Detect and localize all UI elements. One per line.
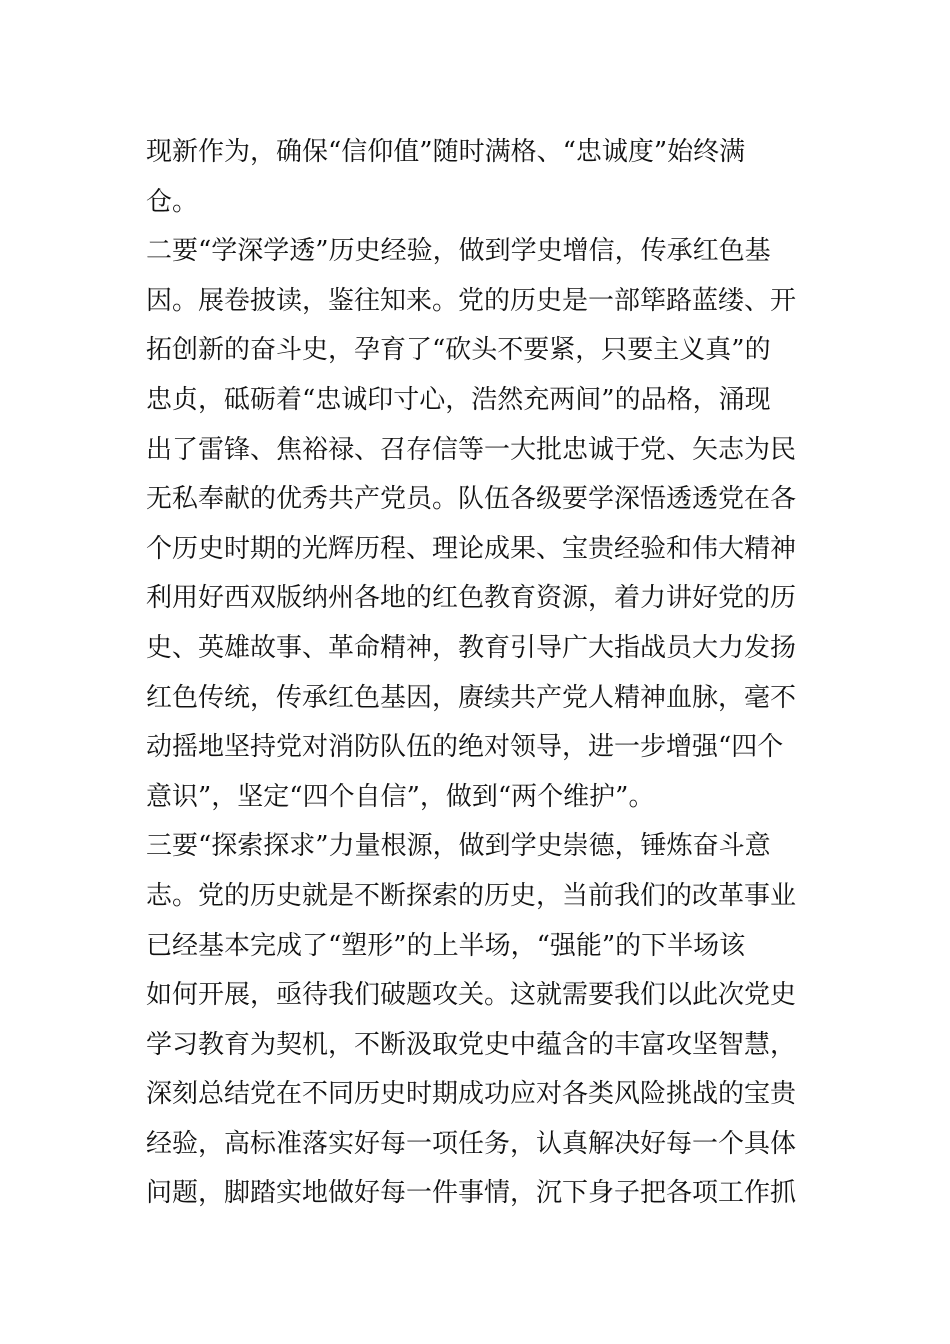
text-line: 深刻总结党在不同历史时期成功应对各类风险挑战的宝贵: [146, 1079, 797, 1110]
text-line: 现新作为，确保“信仰值”随时满格、“忠诚度”始终满: [146, 137, 746, 167]
text-line: 因。展卷披读，鉴往知来。党的历史是一部筚路蓝缕、开: [146, 285, 797, 316]
text-line: 利用好西双版纳州各地的红色教育资源，着力讲好党的历: [146, 583, 797, 614]
text-line: 动摇地坚持党对消防队伍的绝对领导，进一步增强“四个: [146, 732, 784, 763]
text-line: 问题，脚踏实地做好每一件事情，沉下身子把各项工作抓: [146, 1178, 797, 1209]
text-line: 二要“学深学透”历史经验，做到学史增信，传承红色基: [146, 236, 771, 267]
text-line: 志。党的历史就是不断探索的历史，当前我们的改革事业: [146, 880, 797, 911]
text-line: 已经基本完成了“塑形”的上半场，“强能”的下半场该: [146, 930, 746, 961]
text-line: 意识”，坚定“四个自信”，做到“两个维护”。: [146, 781, 655, 812]
text-line: 红色传统，传承红色基因，赓续共产党人精神血脉，毫不: [146, 682, 797, 713]
text-line: 史、英雄故事、革命精神，教育引导广大指战员大力发扬: [146, 632, 797, 663]
text-line: 三要“探索探求”力量根源，做到学史崇德，锤炼奋斗意: [146, 831, 771, 862]
text-line: 经验，高标准落实好每一项任务，认真解决好每一个具体: [146, 1128, 797, 1159]
text-line: 如何开展，亟待我们破题攻关。这就需要我们以此次党史: [146, 980, 797, 1011]
text-line: 出了雷锋、焦裕禄、召存信等一大批忠诚于党、矢志为民: [146, 434, 797, 465]
text-line: 学习教育为契机，不断汲取党史中蕴含的丰富攻坚智慧，: [146, 1029, 797, 1060]
text-line: 忠贞，砥砺着“忠诚印寸心，浩然充两间”的品格，涌现: [146, 384, 771, 415]
text-line: 拓创新的奋斗史，孕育了“砍头不要紧，只要主义真”的: [146, 335, 771, 366]
text-line: 仓。: [146, 186, 199, 217]
text-line: 无私奉献的优秀共产党员。队伍各级要学深悟透透党在各: [146, 484, 797, 515]
text-line: 个历史时期的光辉历程、理论成果、宝贵经验和伟大精神: [146, 533, 797, 564]
body-text: [146, 128, 816, 1219]
